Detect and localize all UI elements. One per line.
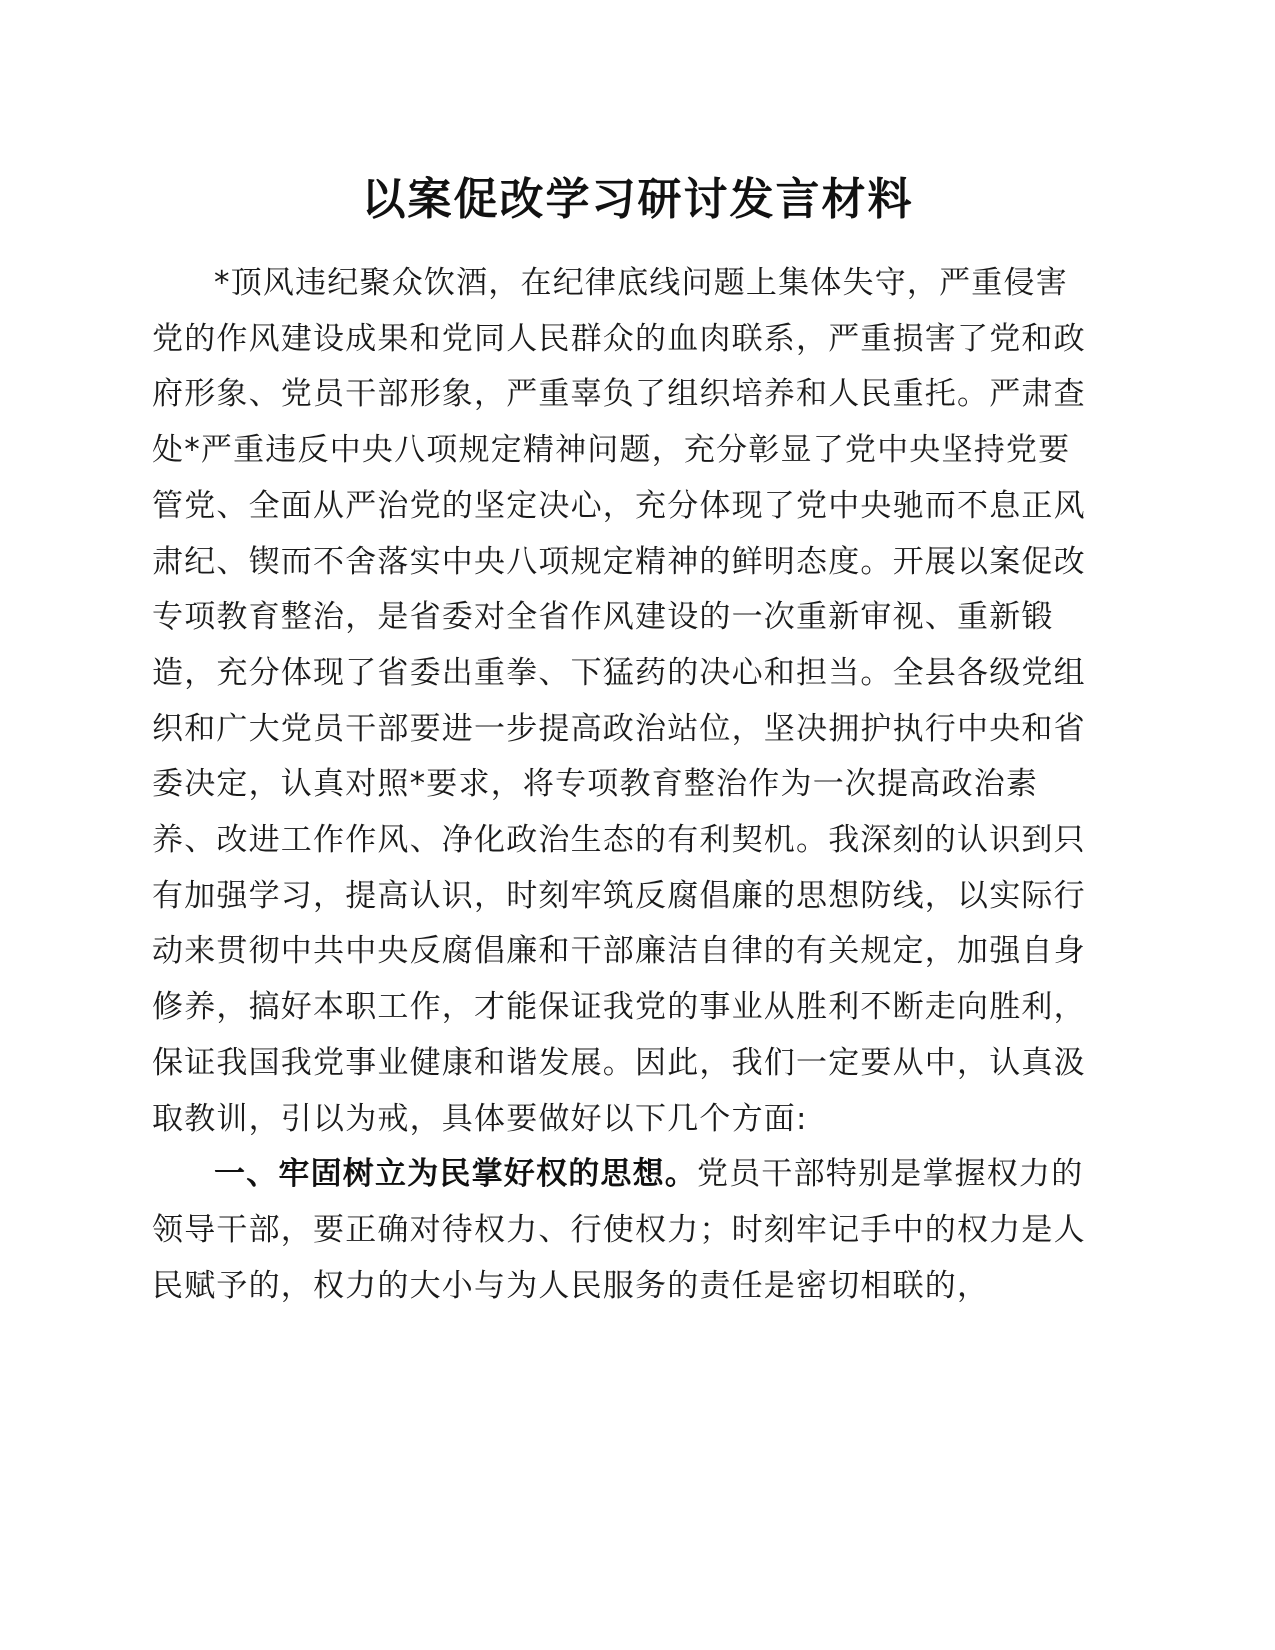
- section-heading: 一、牢固树立为民掌好权的思想。: [214, 1156, 697, 1193]
- paragraph-section-1: [152, 1147, 1092, 1314]
- paragraph-text: *顶风违纪聚众饮酒，在纪律底线问题上集体失守，严重侵害党的作风建设成果和党同人民群众的血肉联系，严重损害了党和政府形象、党员干部形象，严重辜负了组织培养和人民重托。严肃查处*严重违反中央八项规定精神问题，充分彰显了党中央坚持党要管党、全面从严治党的坚定决心，充分体现了党中央驰而不息正风肃纪、锲而不舍落实中央八项规定精神的鲜明态度。开展以案促改专项教育整治，是省委对全省作风建设的一次重新审视、重新锻造，充分体现了省委出重拳、下猛药的决心和担当。全县各级党组织和广大党员干部要进一步提高政治站位，坚决拥护执行中央和省委决定，认真对照*要求，将专项教育整治作为一次提高政治素养、改进工作作风、净化政治生态的有利契机。我深刻的认识到只有加强学习，提高认识，时刻牢筑反腐倡廉的思想防线，以实际行动来贯彻中共中央反腐倡廉和干部廉洁自律的有关规定，加强自身修养，搞好本职工作，才能保证我党的事业从胜利不断走向胜利，保证我国我党事业健康和谐发展。因此，我们一定要从中，认真汲取教训，引以为戒，具体要做好以下几个方面:: [152, 265, 1086, 1137]
- paragraph-text: 党员干部特别是掌握权力的领导干部，要正确对待权力、行使权力；时刻牢记手中的权力是人民赋予的，权力的大小与为人民服务的责任是密切相联的，: [152, 1156, 1086, 1304]
- document-title: 以案促改学习研讨发言材料: [361, 174, 914, 225]
- paragraph-intro: [152, 256, 1092, 1147]
- document-body: [152, 256, 1092, 1314]
